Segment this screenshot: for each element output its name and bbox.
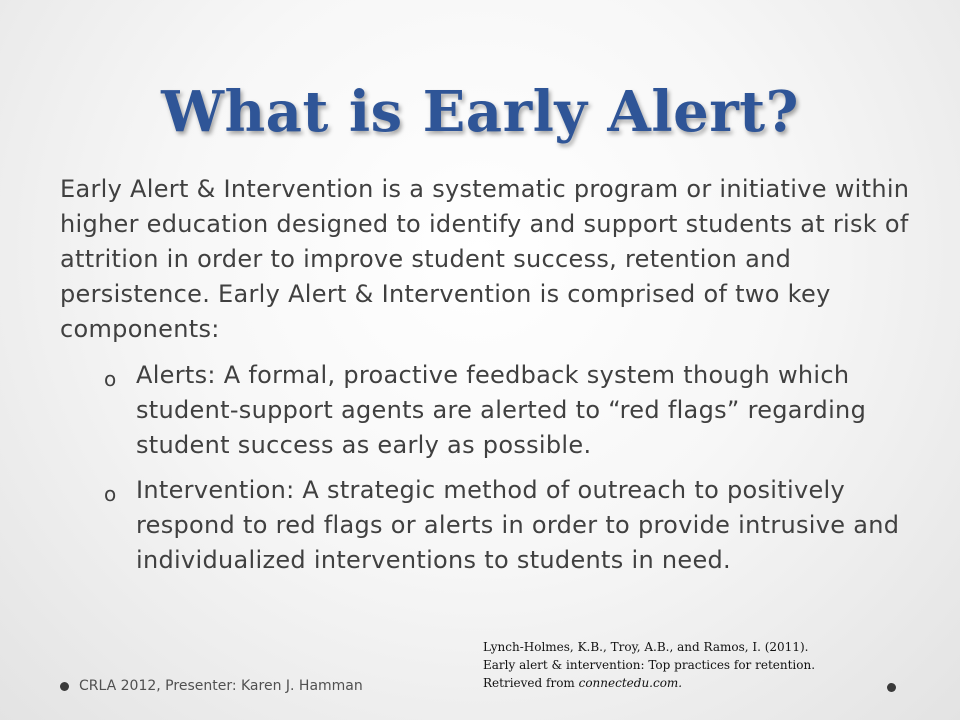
bullet-intervention-text: Intervention: A strategic method of outreach to positively respond to red flags or alerts in order to provide intrusive and individualized interventions to students in need. [136, 476, 900, 574]
citation-retrieved-label: Retrieved from [483, 676, 579, 690]
bullet-dot-icon [60, 682, 69, 691]
citation [483, 638, 883, 692]
citation-line-2: Early alert & intervention: Top practices for retention. [483, 658, 816, 672]
slide-title: What is Early Alert? [161, 79, 799, 145]
bullet-dot-icon [887, 683, 896, 692]
bullet-intervention [104, 473, 924, 578]
bullet-alerts [104, 358, 924, 463]
bullet-list [104, 358, 924, 588]
footer [60, 678, 363, 694]
citation-line-1: Lynch-Holmes, K.B., Troy, A.B., and Ramos, I. (2011). [483, 640, 809, 654]
bullet-marker: o [104, 482, 117, 506]
citation-line-3 [483, 674, 883, 692]
bullet-marker: o [104, 367, 117, 391]
footer-text: CRLA 2012, Presenter: Karen J. Hamman [79, 678, 363, 694]
intro-paragraph: Early Alert & Intervention is a systematic program or initiative within higher education designed to identify and support students at risk of attrition in order to improve student success, retention and persistence. Early Alert & Intervention is comprised of two key components: [60, 175, 910, 343]
citation-source: connectedu.com. [578, 676, 683, 690]
bullet-alerts-text: Alerts: A formal, proactive feedback system though which student-support agents are alerted to “red flags” regarding student success as early as possible. [136, 361, 867, 459]
